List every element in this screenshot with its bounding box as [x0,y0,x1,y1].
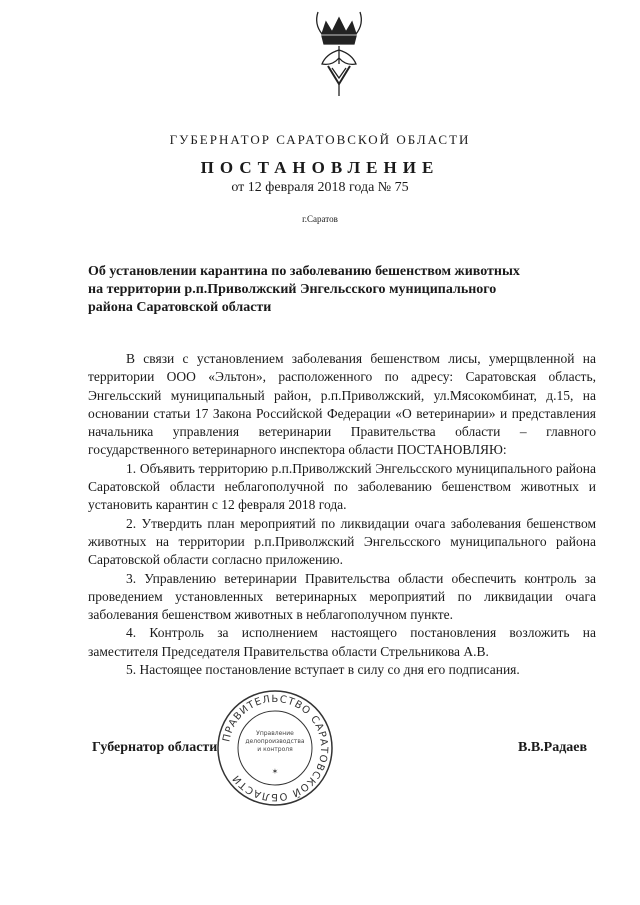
decree-item: 2. Утвердить план мероприятий по ликвидации очага заболевания бешенством животных на территории р.п.Приволжский Энгельсского муниципального района Саратовской области согласно приложению. [88,515,596,568]
decree-item: 5. Настоящее постановление вступает в силу со дня его подписания. [126,662,520,678]
document-body [88,350,596,679]
decree-item: 3. Управлению ветеринарии Правительства области обеспечить контроль за проведением установленных ветеринарных мероприятий по ликвидации очага заболевания бешенством животных в неблагополучном пункте. [88,570,596,623]
signatory-title: Губернатор области [92,740,218,755]
decree-item: 1. Объявить территорию р.п.Приволжский Энгельсского муниципального района Саратовской области неблагополучной по заболеванию бешенством животных и установить карантин с 12 февраля 2018 года. [88,460,596,513]
decree-item: 4. Контроль за исполнением настоящего постановления возложить на заместителя Председателя Правительства области Стрельникова А.В. [88,625,596,659]
date-and-number: от 12 февраля 2018 года № 75 [231,180,409,195]
intro-paragraph: В связи с установлением заболевания бешенством лисы, умерщвленной на территории ООО «Эльтон», расположенного по адресу: Саратовская область, Энгельсский муниципальный район, р.п.Приволжский, ул.Мясокомбинат, д.15, на основании статьи 17 Закона Российской Федерации «О ветеринарии» и представления начальника управления ветеринарии Правительства области – главного государственного ветеринарного инспектора области ПОСТАНОВЛЯЮ: [88,351,596,458]
signatory-name: В.В.Радаев [518,740,588,755]
document-type: ПОСТАНОВЛЕНИЕ [200,158,440,177]
issuing-authority: ГУБЕРНАТОР САРАТОВСКОЙ ОБЛАСТИ [169,132,471,147]
seal-ring-text: ПРАВИТЕЛЬСТВО САРАТОВСКОЙ ОБЛАСТИ [221,693,330,803]
official-seal [215,688,335,808]
seal-center-text: Управление делопроизводства и контроля [245,730,305,753]
document-subject: Об установлении карантина по заболеванию бешенством животных на территории р.п.Приволжский Энгельсского муниципального района Саратовской области [88,264,520,315]
star-icon: ✶ [271,767,279,776]
emblem-icon [296,6,382,102]
city: г.Саратов [302,214,338,224]
